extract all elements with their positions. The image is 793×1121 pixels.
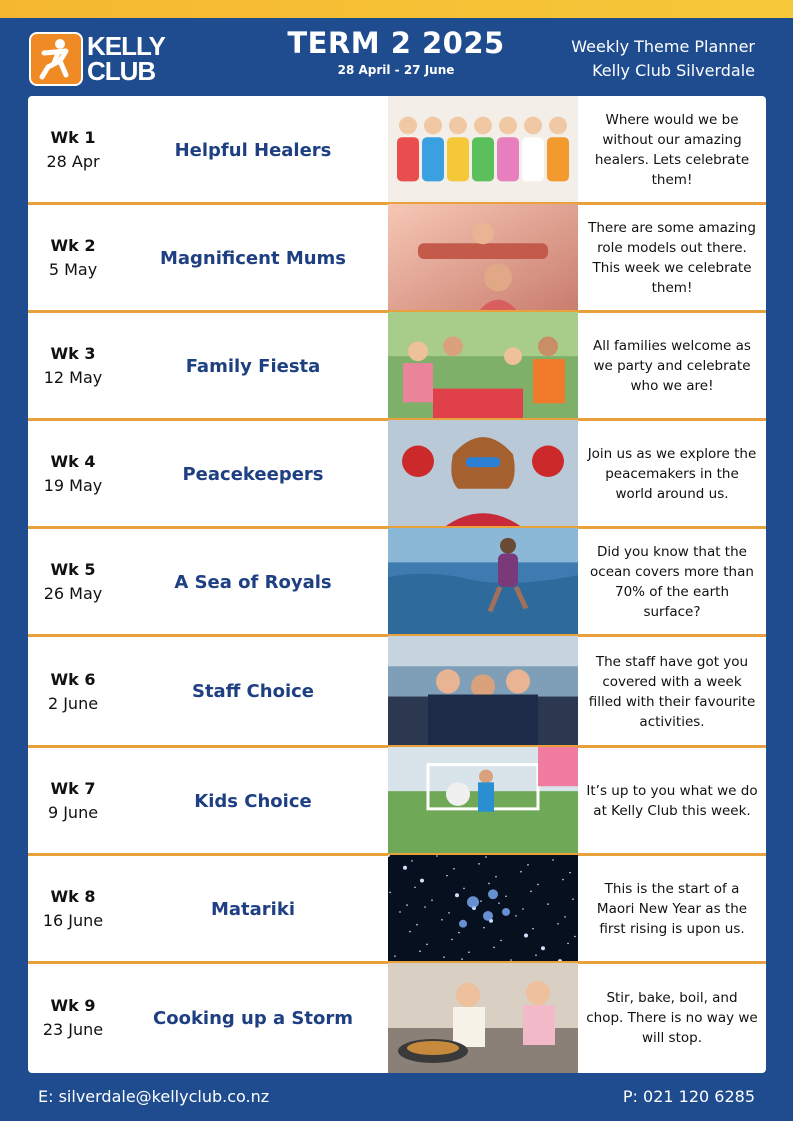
footer-email[interactable]: E: silverdale@kellyclub.co.nz [38,1087,270,1106]
week-description: Did you know that the ocean covers more than 70% of the earth surface? [590,544,754,620]
week-number: Wk 2 [50,236,96,255]
week-theme: Family Fiesta [185,355,321,377]
week-date: 2 June [47,693,99,713]
week-description: There are some amazing role models out there. This week we celebrate them! [588,220,756,296]
week-cell [28,96,118,204]
week-cell [28,420,118,528]
week-cell [28,312,118,420]
week-date: 12 May [43,368,103,387]
week-description: It’s up to you what we do at Kelly Club this week. [586,783,758,819]
logo-line-2: CLUB [87,56,156,86]
week-number: Wk 5 [50,560,96,579]
week-row [28,747,766,855]
theme-table [28,96,766,1073]
logo-text [87,31,165,86]
week-row [28,96,766,204]
week-date: 19 May [43,476,103,495]
week-number: Wk 4 [50,452,96,471]
week-date: 16 June [42,911,104,930]
star-cluster-photo [388,855,578,963]
page-footer [0,1073,793,1121]
running-figure-icon [29,32,83,86]
family-picnic-photo [388,312,578,420]
week-theme: Staff Choice [191,681,314,702]
term-dates: 28 April - 27 June [337,63,455,77]
week-description: Where would we be without our amazing healers. Lets celebrate them! [594,112,750,188]
child-at-sea-photo [388,528,578,636]
week-theme: Helpful Healers [174,139,332,161]
week-number: Wk 9 [50,996,96,1015]
child-superhero-photo [388,420,578,528]
week-theme: Matariki [211,898,295,920]
children-in-costumes-photo [388,96,578,204]
kids-playing-football-photo [388,747,578,855]
staff-group-photo [388,636,578,747]
top-accent-bar [0,0,793,18]
week-row [28,636,766,747]
week-theme: Peacekeepers [182,463,324,485]
week-cell [28,204,118,312]
week-number: Wk 1 [50,128,96,147]
planner-title: Weekly Theme Planner [571,37,755,56]
week-description: The staff have got you covered with a week filled with their favourite activities. [588,653,756,730]
footer-phone[interactable]: P: 021 120 6285 [622,1087,755,1106]
week-row [28,204,766,312]
week-cell [28,528,118,636]
week-cell [28,963,118,1073]
week-description: All families welcome as we party and celebrate who we are! [593,338,751,394]
logo-line-1: KELLY [87,31,165,61]
week-date: 23 June [42,1020,104,1039]
week-theme: Magnificent Mums [159,247,347,269]
week-row [28,528,766,636]
week-row [28,855,766,963]
term-title: TERM 2 2025 [287,26,505,60]
week-description: This is the start of a Maori New Year as the first rising is upon us. [596,881,748,937]
week-number: Wk 6 [50,669,96,689]
week-description: Stir, bake, boil, and chop. There is no way we will stop. [586,990,758,1046]
kelly-club-logo [29,30,173,88]
week-row [28,312,766,420]
week-date: 28 Apr [46,152,100,171]
week-date: 9 June [47,803,99,822]
planner-location: Kelly Club Silverdale [592,61,755,80]
week-date: 26 May [43,584,103,603]
kids-cooking-photo [388,963,578,1073]
week-cell [28,747,118,855]
week-cell [28,855,118,963]
mother-and-child-photo [388,204,578,312]
week-row [28,420,766,528]
planner-info [571,35,755,83]
week-number: Wk 8 [50,887,96,906]
page-header [0,18,793,96]
week-number: Wk 7 [50,779,96,798]
week-date: 5 May [48,260,98,279]
week-theme: Kids Choice [194,790,312,812]
week-row [28,963,766,1073]
week-cell [28,636,118,747]
week-number: Wk 3 [50,344,96,363]
term-title-block [250,26,542,77]
week-theme: A Sea of Royals [174,571,332,593]
week-theme: Cooking up a Storm [153,1007,353,1029]
week-description: Join us as we explore the peacemakers in the world around us. [587,446,757,502]
